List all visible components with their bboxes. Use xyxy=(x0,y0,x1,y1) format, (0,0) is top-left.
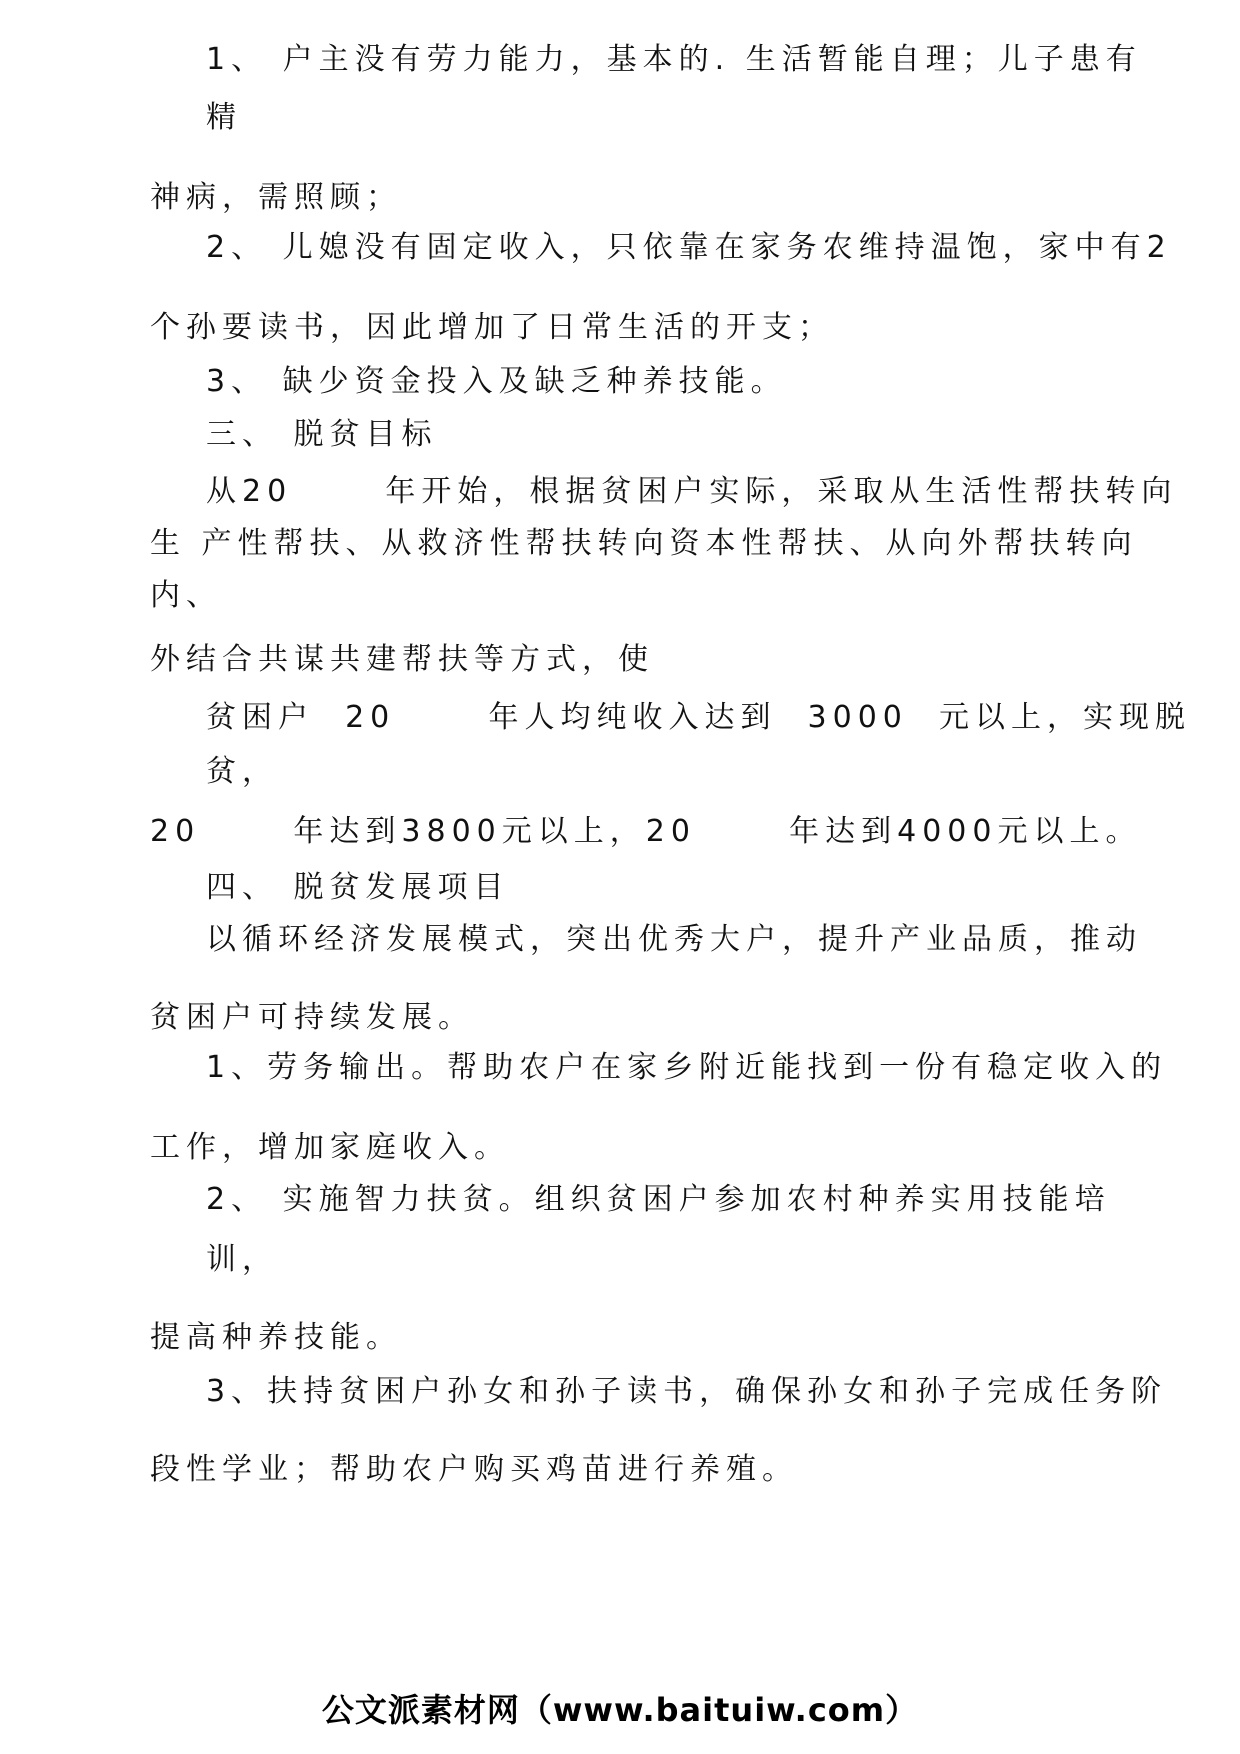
text-line: 训， xyxy=(206,1242,278,1277)
text-line: 3、 缺少资金投入及缺乏种养技能。 xyxy=(206,364,787,399)
text-line: 段性学业；帮助农户购买鸡苗进行养殖。 xyxy=(150,1452,798,1487)
text-line: 工作，增加家庭收入。 xyxy=(150,1130,510,1165)
text-line: 生 产性帮扶、从救济性帮扶转向资本性帮扶、从向外帮扶转向 xyxy=(150,526,1138,561)
text-line: 神病，需照顾； xyxy=(150,180,402,215)
section-heading: 四、 脱贫发展项目 xyxy=(206,870,510,905)
text-line: 以循环经济发展模式，突出优秀大户，提升产业品质，推动 xyxy=(206,922,1142,957)
text-line: 提高种养技能。 xyxy=(150,1320,402,1355)
text-line: 个孙要读书，因此增加了日常生活的开支； xyxy=(150,310,834,345)
text-line: 20 年达到3800元以上，20 年达到4000元以上。 xyxy=(150,814,1142,849)
text-line: 贫困户可持续发展。 xyxy=(150,1000,474,1035)
text-line: 内、 xyxy=(150,578,222,613)
section-heading: 三、 脱贫目标 xyxy=(206,417,438,452)
text-line: 从20 年开始，根据贫困户实际，采取从生活性帮扶转向 xyxy=(206,474,1178,509)
text-line: 精 xyxy=(206,100,242,135)
text-line: 贫， xyxy=(206,754,278,789)
text-line: 3、扶持贫困户孙女和孙子读书，确保孙女和孙子完成任务阶 xyxy=(206,1374,1168,1409)
text-line: 1、 户主没有劳力能力，基本的. 生活暂能自理；儿子患有 xyxy=(206,42,1142,77)
text-line: 2、 儿媳没有固定收入，只依靠在家务农维持温饱，家中有2 xyxy=(206,230,1172,265)
text-line: 1、劳务输出。帮助农户在家乡附近能找到一份有稳定收入的 xyxy=(206,1050,1168,1085)
footer-watermark: 公文派素材网（www.baituiw.com） xyxy=(321,1691,919,1729)
text-line: 2、 实施智力扶贫。组织贫困户参加农村种养实用技能培 xyxy=(206,1182,1111,1217)
text-line: 贫困户 20 年人均纯收入达到 3000 元以上，实现脱 xyxy=(206,700,1191,735)
text-line: 外结合共谋共建帮扶等方式，使 xyxy=(150,642,654,677)
